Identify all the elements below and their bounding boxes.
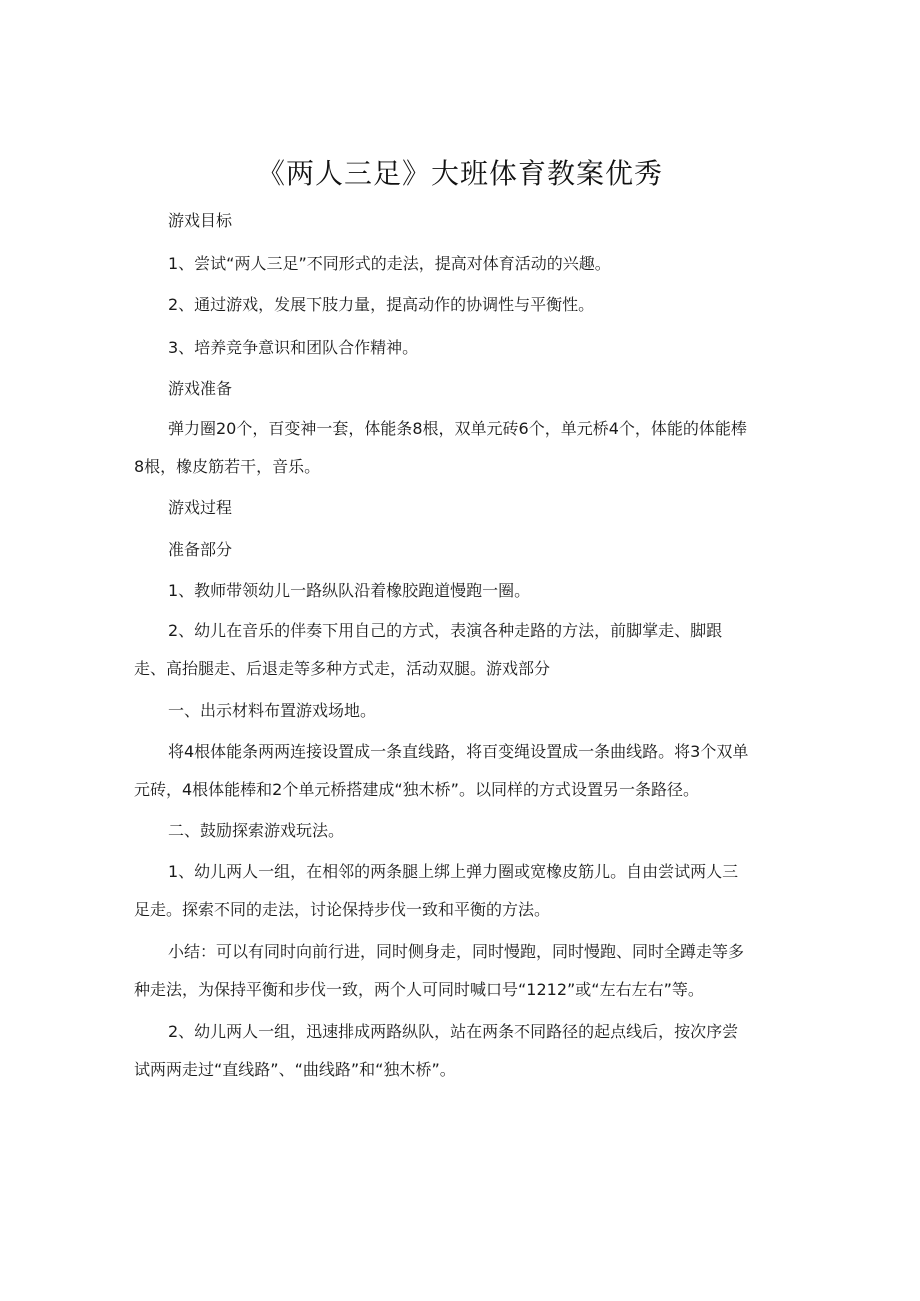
game-2-item-2-cont [134, 1051, 456, 1089]
game-1-heading: 一、出示材料布置游戏场地。 [168, 701, 377, 720]
game-2-item-1-line-1: 1、幼儿两人一组，在相邻的两条腿上绑上弹力圈或宽橡皮筋儿。自由尝试两人三 [168, 862, 739, 881]
summary-paragraph-cont [134, 971, 704, 1009]
game-2-item-2 [168, 1013, 738, 1051]
game-2-heading: 二、鼓励探索游戏玩法。 [168, 821, 345, 840]
summary-paragraph [168, 933, 744, 971]
game-1-line-2: 元砖，4根体能棒和2个单元桥搭建成“独木桥”。以同样的方式设置另一条路径。 [134, 780, 699, 799]
prep-paragraph-cont [134, 448, 320, 486]
warmup-item-2-line-2: 走、高抬腿走、后退走等多种方式走，活动双腿。游戏部分 [134, 659, 551, 678]
document-title: 《两人三足》大班体育教案优秀 [256, 157, 663, 190]
goal-item-1: 1、尝试“两人三足”不同形式的走法，提高对体育活动的兴趣。 [168, 254, 611, 273]
game-2-item-2-line-2: 试两两走过“直线路”、“曲线路”和“独木桥”。 [134, 1060, 456, 1079]
warmup-heading: 准备部分 [168, 540, 233, 559]
warmup-item-2-cont [134, 650, 550, 688]
summary-line-1: 小结：可以有同时向前行进，同时侧身走，同时慢跑，同时慢跑、同时全蹲走等多 [168, 942, 745, 961]
prep-paragraph [168, 410, 747, 448]
warmup-item-2 [168, 612, 722, 650]
game-2-item-2-line-1: 2、幼儿两人一组，迅速排成两路纵队，站在两条不同路径的起点线后，按次序尝 [168, 1022, 739, 1041]
process-heading: 游戏过程 [168, 498, 233, 517]
prep-line-1: 弹力圈20个，百变神一套，体能条8根，双单元砖6个，单元桥4个，体能的体能棒 [168, 419, 747, 438]
summary-line-2: 种走法，为保持平衡和步伐一致，两个人可同时喊口号“1212”或“左右左右”等。 [134, 980, 704, 999]
game-1-paragraph-cont [134, 771, 699, 809]
goal-item-2: 2、通过游戏，发展下肢力量，提高动作的协调性与平衡性。 [168, 295, 595, 314]
game-2-item-1 [168, 853, 738, 891]
prep-heading: 游戏准备 [168, 379, 233, 398]
prep-line-2: 8根，橡皮筋若干，音乐。 [134, 457, 321, 476]
game-2-item-1-line-2: 足走。探索不同的走法，讨论保持步伐一致和平衡的方法。 [134, 900, 551, 919]
warmup-item-1: 1、教师带领幼儿一路纵队沿着橡胶跑道慢跑一圈。 [168, 581, 531, 600]
game-2-item-1-cont [134, 891, 550, 929]
game-1-line-1: 将4根体能条两两连接设置成一条直线路，将百变绳设置成一条曲线路。将3个双单 [168, 742, 749, 761]
goal-heading: 游戏目标 [168, 211, 233, 230]
goal-item-3: 3、培养竞争意识和团队合作精神。 [168, 338, 419, 357]
warmup-item-2-line-1: 2、幼儿在音乐的伴奏下用自己的方式，表演各种走路的方法，前脚掌走、脚跟 [168, 621, 723, 640]
game-1-paragraph [168, 733, 748, 771]
